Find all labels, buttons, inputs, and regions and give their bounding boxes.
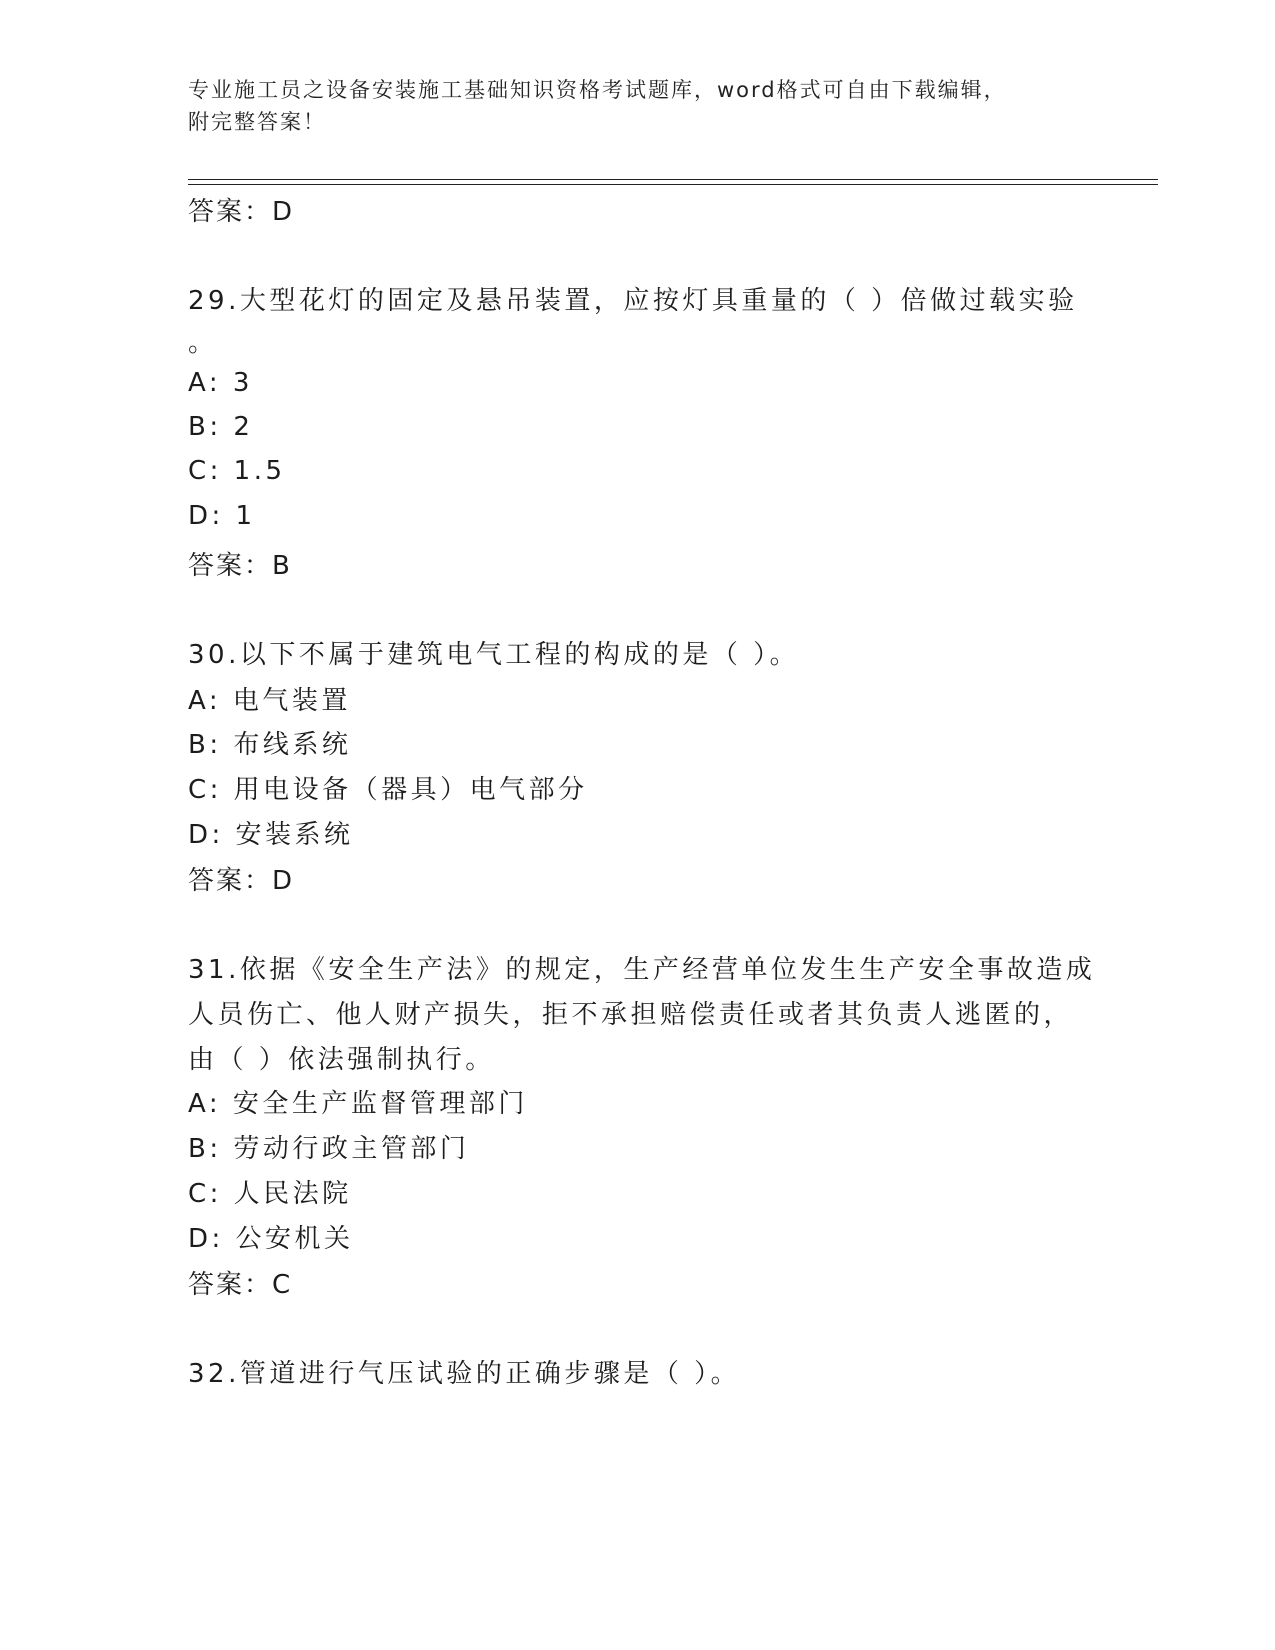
question-31-option-a: A: 安全生产监督管理部门 xyxy=(188,1089,528,1119)
previous-answer: 答案：D xyxy=(188,197,295,227)
question-31-option-d: D: 公安机关 xyxy=(188,1224,354,1254)
question-30-answer: 答案：D xyxy=(188,866,295,896)
question-29-answer: 答案：B xyxy=(188,551,292,581)
header-line-1: 专业施工员之设备安装施工基础知识资格考试题库，word格式可自由下载编辑， xyxy=(188,78,1007,102)
question-30-stem-line-1: 30.以下不属于建筑电气工程的构成的是（ ）。 xyxy=(188,640,800,670)
header-divider-top xyxy=(188,179,1158,180)
question-31-option-c: C: 人民法院 xyxy=(188,1179,352,1209)
question-32-stem-line-1: 32.管道进行气压试验的正确步骤是（ ）。 xyxy=(188,1359,741,1389)
document-header xyxy=(188,74,1068,138)
question-30-option-a: A: 电气装置 xyxy=(188,686,351,716)
question-30-option-d: D: 安装系统 xyxy=(188,820,354,850)
question-29-stem-line-2: 。 xyxy=(188,328,218,358)
question-29-option-d: D: 1 xyxy=(188,501,256,531)
question-29-option-b: B: 2 xyxy=(188,412,254,442)
question-30-option-b: B: 布线系统 xyxy=(188,730,352,760)
question-31-stem-line-3: 由（ ）依法强制执行。 xyxy=(188,1045,495,1075)
header-divider-bottom xyxy=(188,184,1158,185)
question-30-option-c: C: 用电设备（器具）电气部分 xyxy=(188,775,588,805)
question-31-stem-line-1: 31.依据《安全生产法》的规定，生产经营单位发生生产安全事故造成 xyxy=(188,955,1096,985)
header-line-2: 附完整答案！ xyxy=(188,110,326,134)
question-29-stem-line-1: 29.大型花灯的固定及悬吊装置，应按灯具重量的（ ）倍做过载实验 xyxy=(188,286,1078,316)
question-31-answer: 答案：C xyxy=(188,1270,293,1300)
question-31-option-b: B: 劳动行政主管部门 xyxy=(188,1134,470,1164)
question-29-option-c: C: 1.5 xyxy=(188,456,286,486)
question-31-stem-line-2: 人员伤亡、他人财产损失，拒不承担赔偿责任或者其负责人逃匿的， xyxy=(188,1000,1074,1030)
question-29-option-a: A: 3 xyxy=(188,368,253,398)
